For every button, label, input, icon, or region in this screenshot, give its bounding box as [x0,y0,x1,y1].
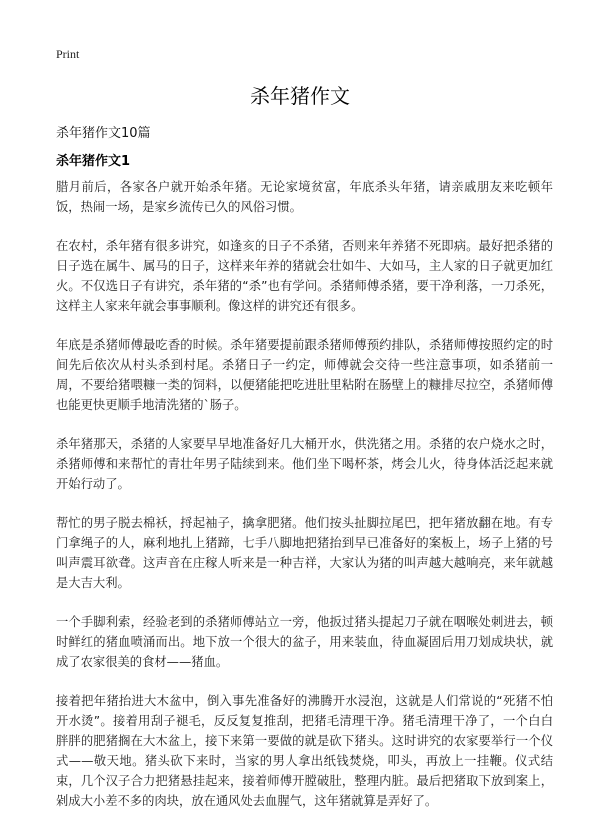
section-heading: 杀年猪作文1 [56,154,131,169]
print-link[interactable]: Print [56,47,80,61]
paragraph: 在农村，杀年猪有很多讲究，如逢亥的日子不杀猪，否则来年养猪不死即病。最好把杀猪的日子选在属牛、属马的日子，这样来年养的猪就会壮如牛、大如马，主人家的日子就更加红火。不仅选日子有讲究，杀年猪的“杀”也有学问。杀猪师傅杀猪，要干净利落，一刀杀死，这样主人家来年就会事事顺利。像这样的讲究还有很多。 [56,239,553,313]
document-subtitle: 杀年猪作文10篇 [56,126,151,141]
paragraph: 一个手脚利索，经验老到的杀猪师傅站立一旁，他扳过猪头提起刀子就在咽喉处刺进去，顿时鲜红的猪血喷涌而出。地下放一个很大的盆子，用来装血，待血凝固后用刀划成块状，就成了农家很美的食材——猪血。 [56,615,553,669]
page-title: 杀年猪作文 [250,84,350,108]
paragraph: 接着把年猪抬进大木盆中，倒入事先准备好的沸腾开水浸泡，这就是人们常说的“死猪不怕开水烫”。接着用刮子褪毛，反反复复推刮，把猪毛清理干净。猪毛清理干净了，一个白白胖胖的肥猪搁在大木盆上，接下来第一要做的就是砍下猪头。这时讲究的农家要举行一个仪式——敬天地。猪头砍下来时，当家的男人拿出纸钱焚烧，叩头，再放上一挂鞭。仪式结束，几个汉子合力把猪悬挂起来，接着师傅开膛破肚，整理内脏。最后把猪取下放到案上，剁成大小差不多的肉块，放在通风处去血腥气，这年猪就算是弄好了。 [56,694,553,808]
paragraph: 帮忙的男子脱去棉袄，捋起袖子，擒拿肥猪。他们按头扯脚拉尾巴，把年猪放翻在地。有专门拿绳子的人，麻利地扎上猪蹄，七手八脚地把猪抬到早已准备好的案板上，场子上猪的号叫声震耳欲聋。这声音在庄稼人听来是一种吉祥，大家认为猪的叫声越大越响亮，来年就越是大吉大利。 [56,516,553,590]
paragraph: 杀年猪那天，杀猪的人家要早早地准备好几大桶开水，供洗猪之用。杀猪的农户烧水之时，杀猪师傅和来帮忙的青壮年男子陆续到来。他们坐下喝杯茶，烤会儿火，待身体活泛起来就开始行动了。 [56,437,553,491]
article-body [56,177,553,830]
paragraph: 年底是杀猪师傅最吃香的时候。杀年猪要提前跟杀猪师傅预约排队，杀猪师傅按照约定的时间先后依次从村头杀到村尾。杀猪日子一约定，师傅就会交待一些注意事项，如杀猪前一周，不要给猪喂糠一类的饲料，以便猪能把吃进肚里粘附在肠壁上的糠排尽拉空，杀猪师傅也能更快更顺手地清洗猪的`肠子。 [56,338,553,412]
paragraph: 腊月前后，各家各户就开始杀年猪。无论家境贫富，年底杀头年猪，请亲戚朋友来吃顿年饭，热闹一场，是家乡流传已久的风俗习惯。 [56,180,553,214]
